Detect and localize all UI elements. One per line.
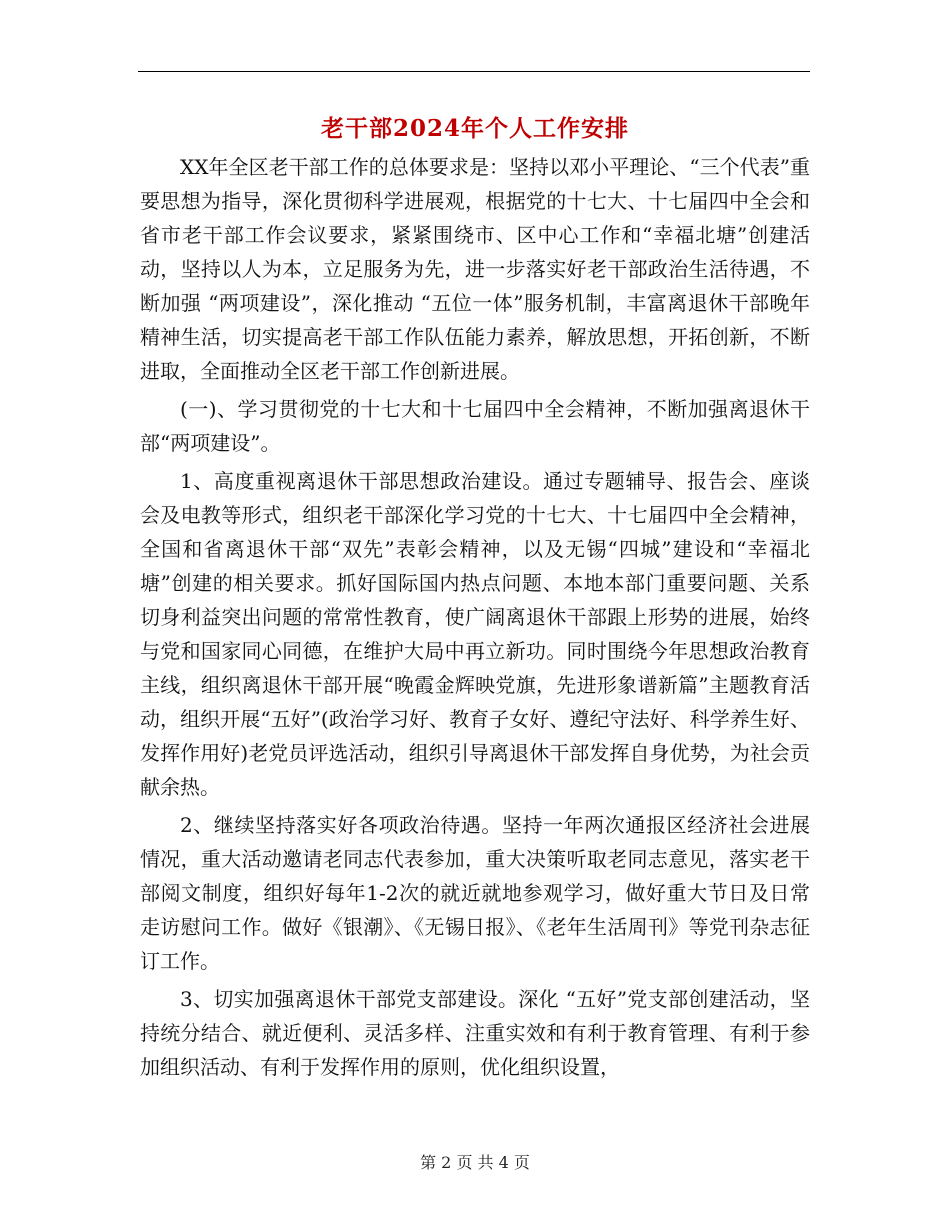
- page-title: 老干部2024年个人工作安排: [320, 115, 629, 142]
- paragraph-intro: XX年全区老干部工作的总体要求是：坚持以邓小平理论、“三个代表”重要思想为指导，深化贯彻科学进展观，根据党的十七大、十七届四中全会和省市老干部工作会议要求，紧紧围绕市、区中心工作和“幸福北塘”创建活动，坚持以人为本，立足服务为先，进一步落实好老干部政治生活待遇，不断加强 “两项建设”，深化推动 “五位一体”服务机制，丰富离退休干部晚年精神生活，切实提高老干部工作队伍能力素养，解放思想，开拓创新，不断进取，全面推动全区老干部工作创新进展。: [140, 155, 810, 383]
- paragraph-item-2: 2、继续坚持落实好各项政治待遇。坚持一年两次通报区经济社会进展情况，重大活动邀请老同志代表参加，重大决策听取老同志意见，落实老干部阅文制度，组织好每年1-2次的就近就地参观学习，做好重大节日及日常走访慰问工作。做好《银潮》、《无锡日报》、《老年生活周刊》等党刊杂志征订工作。: [140, 813, 810, 973]
- header-rule: [138, 71, 810, 72]
- page-footer: 第 2 页 共 4 页: [420, 1153, 530, 1172]
- paragraph-item-3: 3、切实加强离退休干部党支部建设。深化 “五好”党支部创建活动，坚持统分结合、就近便利、灵活多样、注重实效和有利于教育管理、有利于参加组织活动、有利于发挥作用的原则，优化组织设置，: [140, 987, 810, 1079]
- document-body: [140, 150, 810, 1088]
- paragraph-section-1: (一)、学习贯彻党的十七大和十七届四中全会精神，不断加强离退休干部“两项建设”。: [140, 397, 810, 455]
- paragraph-item-1: 1、高度重视离退休干部思想政治建设。通过专题辅导、报告会、座谈会及电教等形式，组织老干部深化学习党的十七大、十七届四中全会精神，全国和省离退休干部“双先”表彰会精神，以及无锡“四城”建设和“幸福北塘”创建的相关要求。抓好国际国内热点问题、本地本部门重要问题、关系切身利益突出问题的常常性教育，使广阔离退休干部跟上形势的进展，始终与党和国家同心同德，在维护大局中再立新功。同时围绕今年思想政治教育主线，组织离退休干部开展“晚霞金辉映党旗，先进形象谱新篇”主题教育活动，组织开展“五好”(政治学习好、教育子女好、遵纪守法好、科学养生好、发挥作用好)老党员评选活动，组织引导离退休干部发挥自身优势，为社会贡献余热。: [140, 469, 810, 799]
